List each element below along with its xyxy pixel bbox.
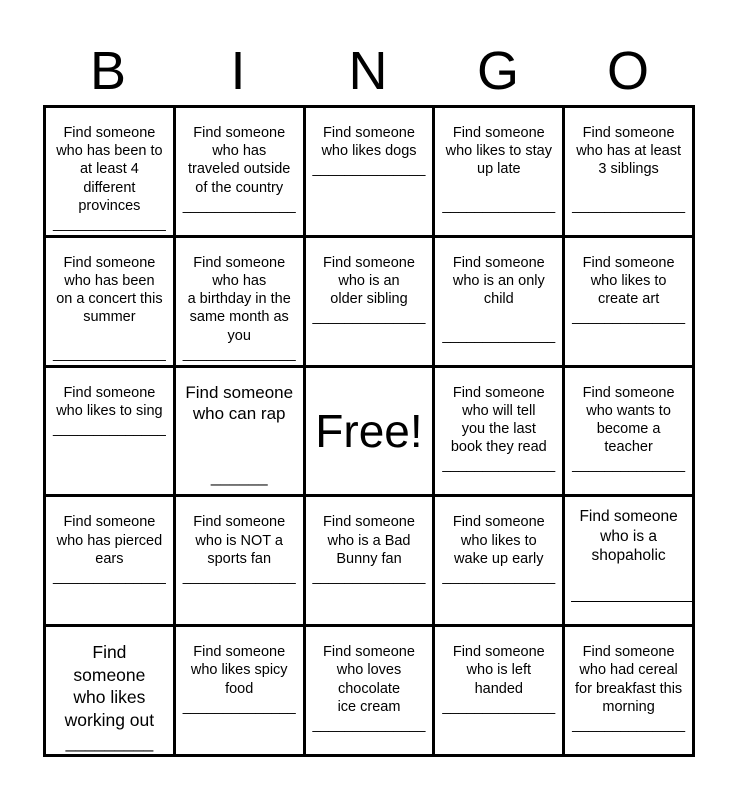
cell-text: Find someone who is an only child ______________ <box>442 254 556 344</box>
cell-text: Find someone who loves chocolate ice cream ______________ <box>312 644 426 733</box>
bingo-cell[interactable] <box>435 108 565 238</box>
cell-text: Find someone who likes dogs ______________ <box>312 125 426 178</box>
cell-text: Find someone who will tell you the last book they read ______________ <box>442 384 556 474</box>
cell-text: Find someone who has been on a concert this summer ______________ <box>52 254 166 362</box>
bingo-cell[interactable] <box>565 497 695 627</box>
bingo-cell[interactable] <box>176 108 306 238</box>
bingo-cell[interactable] <box>565 108 695 238</box>
bingo-cell[interactable] <box>435 238 565 368</box>
bingo-cell[interactable] <box>46 627 176 757</box>
bingo-cell[interactable] <box>46 238 176 368</box>
cell-text: Find someone who is NOT a sports fan ______________ <box>182 514 296 585</box>
cell-text: Find someone who likes to wake up early ______________ <box>442 514 556 585</box>
cell-text: Find someone who is an older sibling ______________ <box>312 254 426 326</box>
bingo-cell[interactable] <box>176 497 306 627</box>
bingo-cell[interactable] <box>46 368 176 498</box>
free-cell[interactable] <box>306 368 436 498</box>
cell-text: Find someone who likes working out _________ <box>64 642 155 753</box>
cell-text: Find someone who is left handed ______________ <box>442 644 556 715</box>
cell-text: Find someone who likes to stay up late ______________ <box>442 125 556 214</box>
bingo-cell[interactable] <box>176 627 306 757</box>
bingo-cell[interactable] <box>176 238 306 368</box>
bingo-cell[interactable] <box>46 497 176 627</box>
cell-text: Find someone who is a Bad Bunny fan ______________ <box>312 514 426 585</box>
cell-text: Find someone who had cereal for breakfast this morning ______________ <box>572 644 686 733</box>
header-letter-o: O <box>606 41 649 101</box>
header-letter-i: I <box>230 41 246 101</box>
bingo-cell[interactable] <box>306 497 436 627</box>
bingo-cell[interactable] <box>435 497 565 627</box>
cell-text: Find someone who has been to at least 4 different provinces ______________ <box>52 125 166 233</box>
cell-text: Find someone who can rap ______ <box>185 382 294 486</box>
cell-text: Find someone who likes to create art ______________ <box>572 254 686 326</box>
bingo-cell[interactable] <box>435 627 565 757</box>
cell-text: Find someone who has a birthday in the same month as you ______________ <box>182 254 296 362</box>
cell-text: Find someone who has at least 3 siblings ______________ <box>572 125 686 214</box>
cell-text: Find someone who likes spicy food ______________ <box>182 644 296 715</box>
cell-text: Find someone who has traveled outside of the country ______________ <box>182 125 296 214</box>
free-cell-text: Free! <box>315 404 423 457</box>
header-letter-g: G <box>476 41 519 101</box>
cell-text: Find someone who wants to become a teacher ______________ <box>572 384 686 474</box>
bingo-cell[interactable] <box>46 108 176 238</box>
bingo-cell[interactable] <box>306 108 436 238</box>
bingo-cell[interactable] <box>176 368 306 498</box>
bingo-header <box>43 38 693 104</box>
bingo-cell[interactable] <box>435 368 565 498</box>
cell-text: Find someone who is a shopaholic ______________ <box>571 508 692 604</box>
bingo-cell[interactable] <box>306 627 436 757</box>
bingo-cell[interactable] <box>565 368 695 498</box>
header-letter-b: B <box>89 41 127 101</box>
cell-text: Find someone who has pierced ears ______________ <box>52 514 166 585</box>
bingo-cell[interactable] <box>565 238 695 368</box>
bingo-grid <box>43 105 695 757</box>
cell-text: Find someone who likes to sing ______________ <box>52 384 166 437</box>
bingo-cell[interactable] <box>306 238 436 368</box>
header-letter-n: N <box>348 41 388 101</box>
bingo-cell[interactable] <box>565 627 695 757</box>
